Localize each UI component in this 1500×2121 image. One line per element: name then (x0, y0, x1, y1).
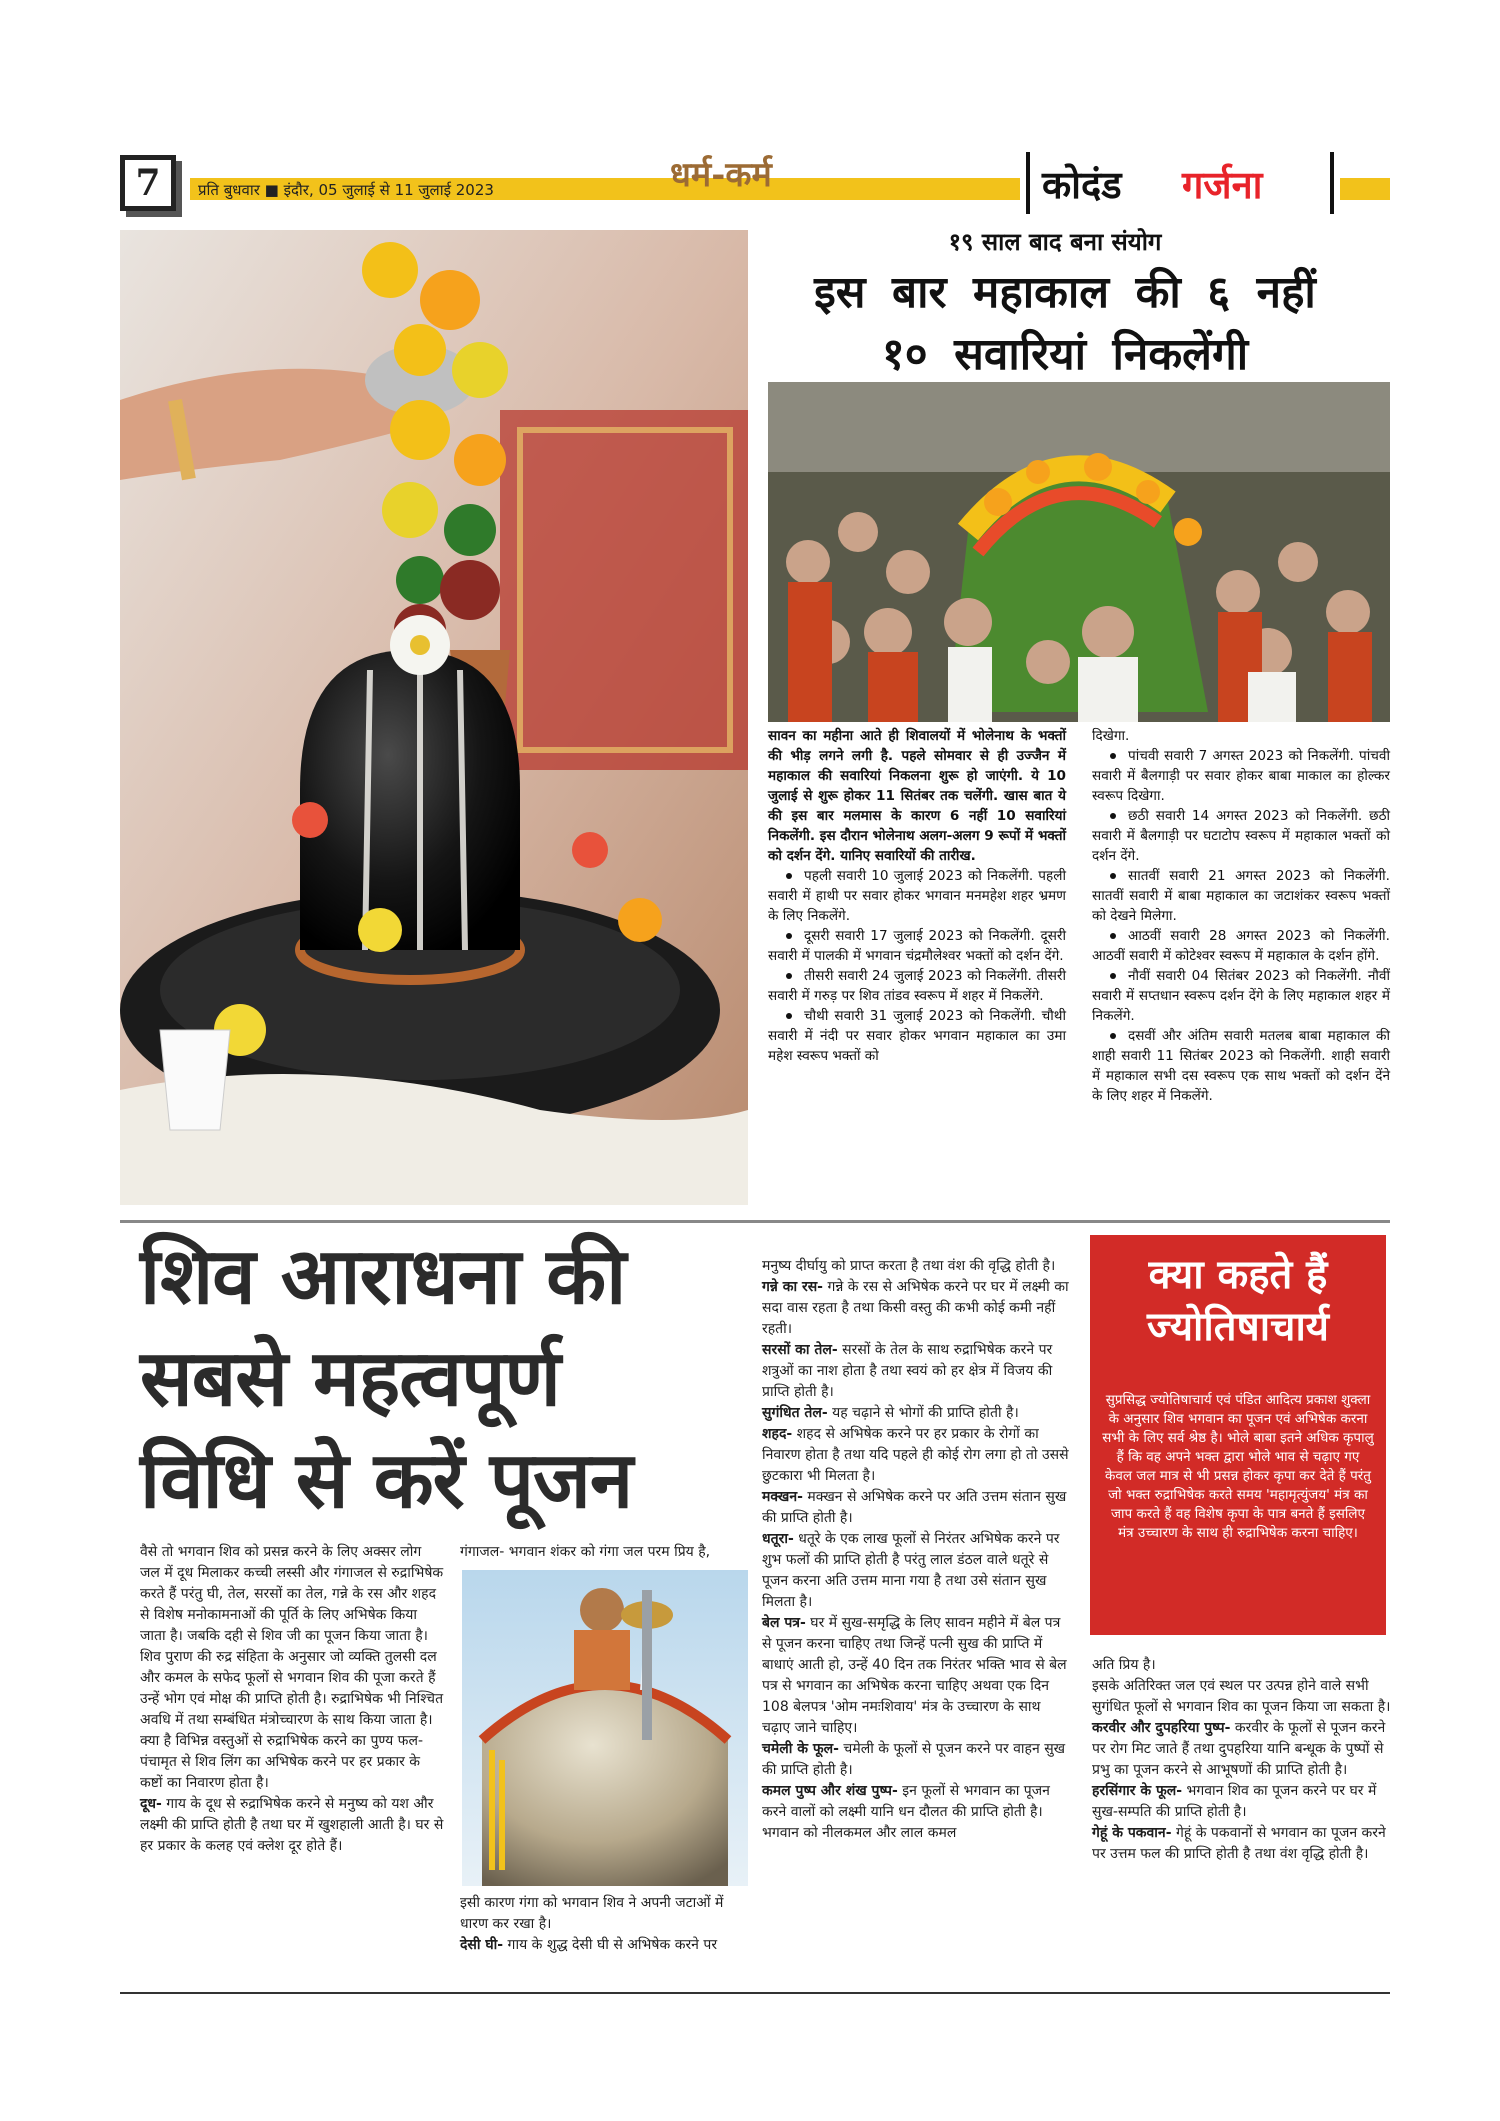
bullet-icon (1110, 973, 1116, 979)
paragraph-text: वैसे तो भगवान शिव को प्रसन्न करने के लिए अक्सर लोग जल में दूध मिलाकर कच्ची लस्सी और गंगाजल से रुद्राभिषेक करते हैं परंतु घी, तेल, सरसों का तेल, गन्ने के रस और शहद से विशेष मनोकामनाओं की पूर्ति के लिए अभिषेक किया जाता है। जबकि दही से शिव जी का पूजन किया जाता है। शिव पुराण की रुद्र संहिता के अनुसार जो व्यक्ति तुलसी दल और कमल के सफेद फूलों से भगवान शिव की पूजा करते हैं उन्हें भोग एवं मोक्ष की प्राप्ति होती है। रुद्राभिषेक भी निश्चित अवधि में तथा सम्बंधित मंत्रोच्चारण के साथ किया जाता है। क्या है विभिन्न वस्तुओं से रुद्राभिषेक करने का पुण्य फल- पंचामृत से शिव लिंग का अभिषेक करने पर हर प्रकार के कष्टों का निवारण होता है। (140, 1544, 444, 1791)
paragraph-text: गेहूं के पकवानों से भगवान का पूजन करने पर उत्तम फल की प्राप्ति होती है तथा वंश वृद्धि होती है। (1092, 1825, 1386, 1862)
paragraph (762, 1256, 1072, 1277)
list-item-text: पांचवी सवारी 7 अगस्त 2023 को निकलेंगी. पांचवी सवारी में बैलगाड़ी पर सवार होकर बाबा माकाल का होल्कर स्वरूप दिखेगा. (1092, 748, 1390, 804)
paragraph-lead: मक्खन- (762, 1489, 803, 1505)
paragraph-text: अति प्रिय है। (1092, 1657, 1156, 1673)
bullet-icon (1110, 813, 1116, 819)
paragraph-text: इन फूलों से भगवान का पूजन करने वालों को लक्ष्मी यानि धन दौलत की प्राप्ति होती है। भगवान को नीलकमल और लाल कमल (762, 1783, 1050, 1841)
paragraph-text: भगवान शिव का पूजन करने पर घर में सुख-सम्पति की प्राप्ति होती है। (1092, 1783, 1377, 1820)
feature-column-3 (762, 1256, 1072, 1844)
footer-rule (120, 1992, 1390, 1994)
masthead-logo (1020, 148, 1340, 218)
paragraph (1092, 1823, 1392, 1865)
section-divider (120, 1220, 1390, 1223)
section-title: धर्म-कर्म (670, 155, 772, 195)
paragraph-text: मक्खन से अभिषेक करने पर अति उत्तम संतान सुख की प्राप्ति होती है। (762, 1489, 1067, 1526)
paragraph-lead: करवीर और दुपहरिया पुष्प- (1092, 1720, 1231, 1736)
page-number: 7 (120, 155, 176, 211)
shivling-photo (120, 230, 748, 1205)
paragraph (762, 1403, 1072, 1424)
list-item (768, 866, 1066, 926)
list-item (1092, 1026, 1390, 1106)
bullet-icon (1110, 873, 1116, 879)
astrologer-title-line-2: ज्योतिषाचार्य (1146, 1304, 1330, 1350)
paragraph-text: शहद से अभिषेक करने पर हर प्रकार के रोगों का निवारण होता है तथा यदि पहले ही कोई रोग लगा हो तो उससे छुटकारा भी मिलता है। (762, 1426, 1069, 1484)
paragraph-lead: धतूरा- (762, 1531, 794, 1547)
list-item-text: नौवीं सवारी 04 सितंबर 2023 को निकलेंगी. नौवीं सवारी में सप्तधान स्वरूप दर्शन देंगे के लिए महाकाल शहर में निकलेंगे. (1092, 968, 1390, 1024)
list-item-text: छठी सवारी 14 अगस्त 2023 को निकलेंगी. छठी सवारी में बैलगाड़ी पर घटाटोप स्वरूप में महाकाल भक्तों को दर्शन देंगे. (1092, 808, 1390, 864)
story-kicker: १९ साल बाद बना संयोग (948, 228, 1162, 256)
feature-column-2-bottom (460, 1893, 750, 1956)
paragraph-text: इसी कारण गंगा को भगवान शिव ने अपनी जटाओं में धारण कर रखा है। (460, 1895, 724, 1932)
bullet-icon (786, 973, 792, 979)
list-item-text: सातवीं सवारी 21 अगस्त 2023 को निकलेंगी. सातवीं सवारी में बाबा महाकाल का जटाशंकर स्वरूप भक्तों को देखने मिलेगा. (1092, 868, 1390, 924)
paragraph-lead: सुगंधित तेल- (762, 1405, 828, 1421)
list-item-text: पहली सवारी 10 जुलाई 2023 को निकलेंगी. पहली सवारी में हाथी पर सवार होकर भगवान मनमहेश शहर भ्रमण के लिए निकलेंगे. (768, 868, 1066, 924)
paragraph-lead: बेल पत्र- (762, 1615, 806, 1631)
paragraph (762, 1487, 1072, 1529)
paragraph (762, 1277, 1072, 1340)
paragraph-lead: गन्ने का रस- (762, 1279, 823, 1295)
paragraph-text: घर में सुख-समृद्धि के लिए सावन महीने में बेल पत्र से पूजन करना चाहिए तथा जिन्हें पत्नी सुख की प्राप्ति में बाधाएं आती हो, उन्हें 40 दिन तक निरंतर भक्ति भाव से बेल पत्र से भगवान का अभिषेक करना चाहिए अथवा एक दिन 108 बेलपत्र 'ओम नमःशिवाय' मंत्र के उच्चारण के साथ चढ़ाए जाने चाहिए। (762, 1615, 1067, 1736)
feature-headline (140, 1226, 720, 1532)
paragraph-lead: सरसों का तेल- (762, 1342, 838, 1358)
list-item-text: तीसरी सवारी 24 जुलाई 2023 को निकलेंगी. तीसरी सवारी में गरुड़ पर शिव तांडव स्वरूप में शहर में निकलेंगे. (768, 968, 1066, 1004)
paragraph-lead: देसी घी- (460, 1937, 504, 1953)
paragraph-text: सरसों के तेल के साथ रुद्राभिषेक करने पर शत्रुओं का नाश होता है तथा स्वयं को हर क्षेत्र में विजय की प्राप्ति होती है। (762, 1342, 1053, 1400)
astrologer-box (1090, 1235, 1386, 1635)
feature-headline-line-1: शिव आराधना की (140, 1232, 626, 1322)
paragraph-lead: चमेली के फूल- (762, 1741, 839, 1757)
bullet-icon (786, 873, 792, 879)
paragraph-lead: कमल पुष्प और शंख पुष्प- (762, 1783, 898, 1799)
mahakal-procession-photo (768, 382, 1390, 722)
paragraph-lead: शहद- (762, 1426, 793, 1442)
feature-column-1 (140, 1542, 445, 1857)
list-item-text: चौथी सवारी 31 जुलाई 2023 को निकलेंगी. चौथी सवारी में नंदी पर सवार होकर भगवान महाकाल का उमा महेश स्वरूप भक्तों को (768, 1008, 1066, 1064)
list-item (1092, 926, 1390, 966)
paragraph (460, 1893, 750, 1935)
paragraph-text: धतूरे के एक लाख फूलों से निरंतर अभिषेक करने पर शुभ फलों की प्राप्ति होती है परंतु लाल डंठल वाले धतूरे से पूजन करना अति उत्तम माना गया है तथा उसे संतान सुख मिलता है। (762, 1531, 1060, 1610)
bullet-icon (1110, 933, 1116, 939)
paragraph-text: गाय के शुद्ध देसी घी से अभिषेक करने पर (503, 1937, 718, 1953)
story-column-1 (768, 726, 1066, 1066)
bullet-icon (786, 1013, 792, 1019)
paragraph (460, 1935, 750, 1956)
paragraph (762, 1739, 1072, 1781)
paragraph (1092, 1718, 1392, 1781)
temple-abhishek-photo (462, 1570, 748, 1886)
paragraph-text: मनुष्य दीर्घायु को प्राप्त करता है तथा वंश की वृद्धि होती है। (762, 1258, 1056, 1274)
dateline: प्रति बुधवार ■ इंदौर, 05 जुलाई से 11 जुलाई 2023 (198, 181, 494, 199)
paragraph-lead: दूध- (140, 1796, 162, 1812)
story-headline (765, 262, 1365, 386)
continued-text: दिखेगा. (1092, 728, 1130, 744)
feature-headline-line-2: सबसे महत्वपूर्ण (140, 1334, 560, 1424)
astrologer-title-line-1: क्या कहते हैं (1148, 1252, 1328, 1298)
story-intro: सावन का महीना आते ही शिवालयों में भोलेनाथ के भक्तों की भीड़ लगने लगी है. पहले सोमवार से ही उज्जैन में महाकाल की सवारियां निकलना शुरू हो जाएंगी. ये 10 जुलाई से शुरू होकर 11 सितंबर तक चलेंगी. खास बात ये की इस बार मलमास के कारण 6 नहीं 10 सवारियां निकलेंगी. इस दौरान भोलेनाथ अलग-अलग 9 रूपों में भक्तों को दर्शन देंगे. यानिए सवारियों की तारीख. (768, 728, 1066, 864)
feature-column-4 (1092, 1655, 1392, 1865)
list-item (1092, 746, 1390, 806)
paragraph-text: चमेली के फूलों से पूजन करने पर वाहन सुख की प्राप्ति होती है। (762, 1741, 1066, 1778)
paragraph-text: गाय के दूध से रुद्राभिषेक करने से मनुष्य को यश और लक्ष्मी की प्राप्ति होती है तथा घर में खुशहाली आती है। घर से हर प्रकार के कलह एवं क्लेश दूर होते हैं। (140, 1796, 444, 1854)
list-item (768, 926, 1066, 966)
paragraph-lead: गेहूं के पकवान- (1092, 1825, 1172, 1841)
paragraph (762, 1529, 1072, 1613)
bullet-icon (1110, 753, 1116, 759)
paragraph (140, 1794, 445, 1857)
paragraph-lead: हरसिंगार के फूल- (1092, 1783, 1183, 1799)
paragraph (140, 1542, 445, 1794)
list-item-text: दसवीं और अंतिम सवारी मतलब बाबा महाकाल की शाही सवारी 11 सितंबर 2023 को निकलेंगी. शाही सवारी में महाकाल सभी दस स्वरूप एक साथ भक्तों को दर्शन देंने के लिए शहर में निकलेंगे. (1092, 1028, 1390, 1104)
headline-line-1: इस बार महाकाल की ६ नहीं (814, 267, 1316, 318)
list-item (768, 1006, 1066, 1066)
feature-column-2-top: गंगाजल- भगवान शंकर को गंगा जल परम प्रिय है, (460, 1544, 711, 1560)
bullet-icon (1110, 1033, 1116, 1039)
bullet-icon (786, 933, 792, 939)
paragraph (1092, 1781, 1392, 1823)
paragraph (762, 1340, 1072, 1403)
paragraph (762, 1781, 1072, 1844)
astrologer-box-text: सुप्रसिद्ध ज्योतिषाचार्य एवं पंडित आदित्य प्रकाश शुक्ला के अनुसार शिव भगवान का पूजन एवं अभिषेक करना सभी के लिए सर्व श्रेष्ठ है। भोले बाबा इतने अधिक कृपालु हैं कि वह अपने भक्त द्वारा भोले भाव से चढ़ाए गए केवल जल मात्र से भी प्रसन्न होकर कृपा कर देते हैं परंतु जो भक्त रुद्राभिषेक करते समय 'महामृत्युंजय' मंत्र का जाप करते हैं वह विशेष कृपा के पात्र बनते हैं इसलिए मंत्र उच्चारण के साथ ही रुद्राभिषेक करना चाहिए। (1102, 1392, 1374, 1541)
paragraph (1092, 1676, 1392, 1718)
list-item (768, 966, 1066, 1006)
paragraph (762, 1613, 1072, 1739)
paragraph (1092, 1655, 1392, 1676)
logo-text-garjana: गर्जना (1182, 163, 1263, 207)
paragraph-text: करवीर के फूलों से पूजन करने पर रोग मिट जाते हैं तथा दुपहरिया यानि बन्धूक के पुष्पों से प्रभु का पूजन करने से आभूषणों की प्राप्ति होती है। (1092, 1720, 1386, 1778)
paragraph-text: यह चढ़ाने से भोगों की प्राप्ति होती है। (827, 1405, 1019, 1421)
paragraph-text: इसके अतिरिक्त जल एवं स्थल पर उत्पन्न होने वाले सभी सुगंधित फूलों से भगवान शिव का पूजन किया जा सकता है। (1092, 1678, 1391, 1715)
paragraph-text: गन्ने के रस से अभिषेक करने पर घर में लक्ष्मी का सदा वास रहता है तथा किसी वस्तु की कभी कोई कमी नहीं रहती। (762, 1279, 1069, 1337)
paragraph (762, 1424, 1072, 1487)
list-item-text: आठवीं सवारी 28 अगस्त 2023 को निकलेंगी. आठवीं सवारी में कोटेश्वर स्वरूप में महाकाल के दर्शन होंगे. (1092, 928, 1390, 964)
list-item (1092, 806, 1390, 866)
feature-headline-line-3: विधि से करें पूजन (140, 1436, 633, 1526)
story-column-2 (1092, 726, 1390, 1106)
astrologer-box-title (1100, 1249, 1376, 1353)
list-item (1092, 966, 1390, 1026)
list-item (1092, 866, 1390, 926)
headline-line-2: १० सवारियां निकलेंगी (881, 329, 1249, 380)
logo-text-kodand: कोदंड (1042, 163, 1122, 207)
list-item-text: दूसरी सवारी 17 जुलाई 2023 को निकलेंगी. दूसरी सवारी में पालकी में भगवान चंद्रमौलेश्वर भक्तों को दर्शन देंगे. (768, 928, 1066, 964)
